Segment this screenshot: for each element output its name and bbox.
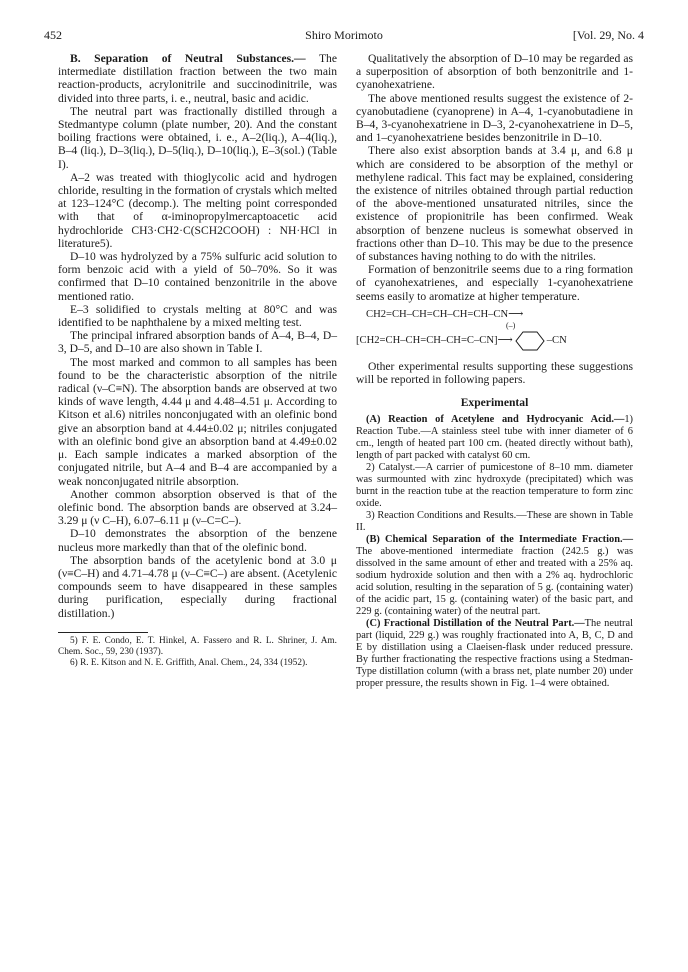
benzene-ring-icon	[515, 330, 545, 352]
formula-line-2	[356, 330, 633, 352]
paragraph: Another common absorption observed is that of the olefinic bond. The absorption bands are observed at 3.24–3.29 μ (ν C–H), 6.07–6.11 μ (ν–C=C–).	[58, 487, 337, 528]
right-column	[356, 52, 633, 690]
left-column	[58, 52, 337, 669]
subsection-a-title: (A) Reaction of Acetylene and Hydrocyanic Acid.—	[366, 414, 625, 426]
paragraph: The neutral part was fractionally distilled through a Stedmantype column (plate number, 20). And the constant boiling fractions were obtained, i. e., A–2(liq.), A–4(liq.), B–4 (liq.), D–3(liq.), D–5(liq.), D–10(liq.), E–3(sol.) (Table I).	[58, 104, 337, 171]
experimental-heading: Experimental	[460, 396, 529, 410]
experimental-section	[356, 414, 633, 690]
subsection-c-text: The neutral part (liquid, 229 g.) was roughly fractionated into A, B, C, D and E by distillation using a Claeisen-flask under reduced pressure. By further fractionating the respective fractions using a Stedman-Type distillation column (with a brass net, plate number 20) under proper pressure, the results shown in Fig. 1–4 were obtained.	[356, 618, 633, 690]
paragraph: Formation of benzonitrile seems due to a ring formation of cyanohexatrienes, and especially 1-cyanohexatriene seems easily to aromatize at higher temperature.	[356, 263, 633, 303]
paragraph: D–10 was hydrolyzed by a 75% sulfuric acid solution to form benzoic acid with a yield of 50–70%. So it was confirmed that D–10 contained benzonitrile in the above mentioned ratio.	[58, 250, 337, 303]
subsection-a-item-1: 1) Reaction Tube.—A stainless steel tube with inner diameter of 6 cm., length of heated part 100 cm. (heated directly without bath), length of part packed with catalyst 60 cm.	[356, 414, 633, 462]
subsection-c	[356, 618, 633, 690]
paragraph: There also exist absorption bands at 3.4 μ, and 6.8 μ which are considered to be absorption of the methyl or methylene radical. This fact may be explained, considering the existence of nitriles obtained through partial reduction of the above-mentioned unsaturated nitriles, since the existence of propionitrile has been confirmed. Weak absorption of benzene nucleus is somewhat observed in fractions other than D–10. This may be due to the presence of substances having nothing to do with the nitriles.	[356, 144, 633, 264]
paragraph: Other experimental results supporting these suggestions will be reported in following papers.	[356, 359, 633, 387]
subsection-c-title: (C) Fractional Distillation of the Neutral Part.—	[366, 618, 585, 630]
paragraph: E–3 solidified to crystals melting at 80°C and was identified to be naphthalene by a mixed melting test.	[58, 302, 337, 330]
paragraph: The absorption bands of the acetylenic bond at 3.0 μ (ν≡C–H) and 4.71–4.78 μ (ν–C≡C–) are absent. (Acetylenic compounds seem to have disappeared in these samples during purification, especially during fractional distillation.)	[58, 553, 337, 620]
subsection-b	[356, 534, 633, 618]
paragraph: The above mentioned results suggest the existence of 2-cyanobutadiene (cyanoprene) in A–4, 1-cyanobutadiene in B–4, 3-cyanohexatriene in D–3, 2-cyanohexatriene in D–5, and 1–cyanohexatriene besides benzonitrile in D–10.	[356, 91, 633, 145]
paragraph: A–2 was treated with thioglycolic acid and hydrogen chloride, resulting in the formation of crystals which melted at 123–124°C (decomp.). The melting point corresponded with that of α-iminopropylmercaptoacetic acid hydrochloride CH3·CH2·C(SCH2COOH) : NH·HCl in literature5).	[58, 170, 337, 250]
paragraph: The principal infrared absorption bands of A–4, B–4, D–3, D–5, and D–10 are also shown in Table I.	[58, 329, 337, 356]
formula-line-1: CH2=CH–CH=CH–CH=CH–CN⟶	[366, 308, 524, 320]
page-number: 452	[44, 28, 62, 42]
formula-cn-group: –CN	[546, 334, 567, 346]
footnote-6: 6) R. E. Kitson and N. E. Griffith, Anal. Chem., 24, 334 (1952).	[70, 657, 308, 668]
subsection-b-text: The above-mentioned intermediate fraction (242.5 g.) was dissolved in the same amount of ether and treated with a 25% aq. sodium hydroxide solution and then with a 2% aq. hydrochloric acid solution, resulting in the separation of 5 g. (containing water) of the acidic part, 15 g. (containing water) of the basic part, and 229 g. (containing water) of the neutral part.	[356, 546, 633, 618]
running-author: Shiro Morimoto	[305, 28, 383, 42]
footnote-rule	[58, 632, 148, 633]
subsection-b-title: (B) Chemical Separation of the Intermediate Fraction.—	[366, 534, 633, 546]
formula-intermediate: [CH2=CH–CH=CH–CH=C–CN]⟶	[356, 334, 513, 346]
reaction-scheme	[356, 308, 633, 352]
page-header	[44, 28, 644, 44]
formula-charge: (–)	[506, 320, 516, 330]
subsection-a-title-line	[356, 414, 633, 462]
paragraph-text: The intermediate distillation fraction between the two main reaction-products, acrylonitrile and succinodinitrile, was divided into three parts, i. e., neutral, basic and acidic.	[58, 52, 337, 105]
subsection-a-item-2: 2) Catalyst.—A carrier of pumicestone of 8–10 mm. diameter was surmounted with zinc hydroxyde (precipitated) which was burnt in the reaction tube at the reaction temperature to form zinc oxide.	[356, 462, 633, 510]
paragraph: Qualitatively the absorption of D–10 may be regarded as a superposition of absorption of both benzonitrile and 1-cyanohexatriene.	[356, 52, 633, 92]
paragraph: The most marked and common to all samples has been found to be the characteristic absorption of the nitrile radical (ν–C≡N). The absorption bands are observed at two kinds of wave length, 4.44 μ and 4.48–4.51 μ. According to Kitson et al.6) nitriles nonconjugated with an olefinic bond give an absorption band at 4.44±0.02 μ; nitriles conjugated with an olefinic bond give an absorption band at 4.49±0.02 μ. Each sample indicates a marked absorption of the conjugated nitrile, but A–4 and B–4 are accompanied by a weak nonconjugated nitrile absorption.	[58, 355, 337, 488]
paragraph-separation	[58, 52, 337, 105]
volume-info: [Vol. 29, No. 4	[572, 28, 644, 42]
paragraph: D–10 demonstrates the absorption of the benzene nucleus more markedly than that of the olefinic bond.	[58, 527, 337, 554]
section-title: B. Separation of Neutral Substances.—	[70, 52, 306, 65]
footnote-5: 5) F. E. Condo, E. T. Hinkel, A. Fassero and R. L. Shriner, J. Am. Chem. Soc., 59, 230 (1937).	[58, 635, 337, 657]
subsection-a-item-3: 3) Reaction Conditions and Results.—These are shown in Table II.	[356, 510, 633, 534]
